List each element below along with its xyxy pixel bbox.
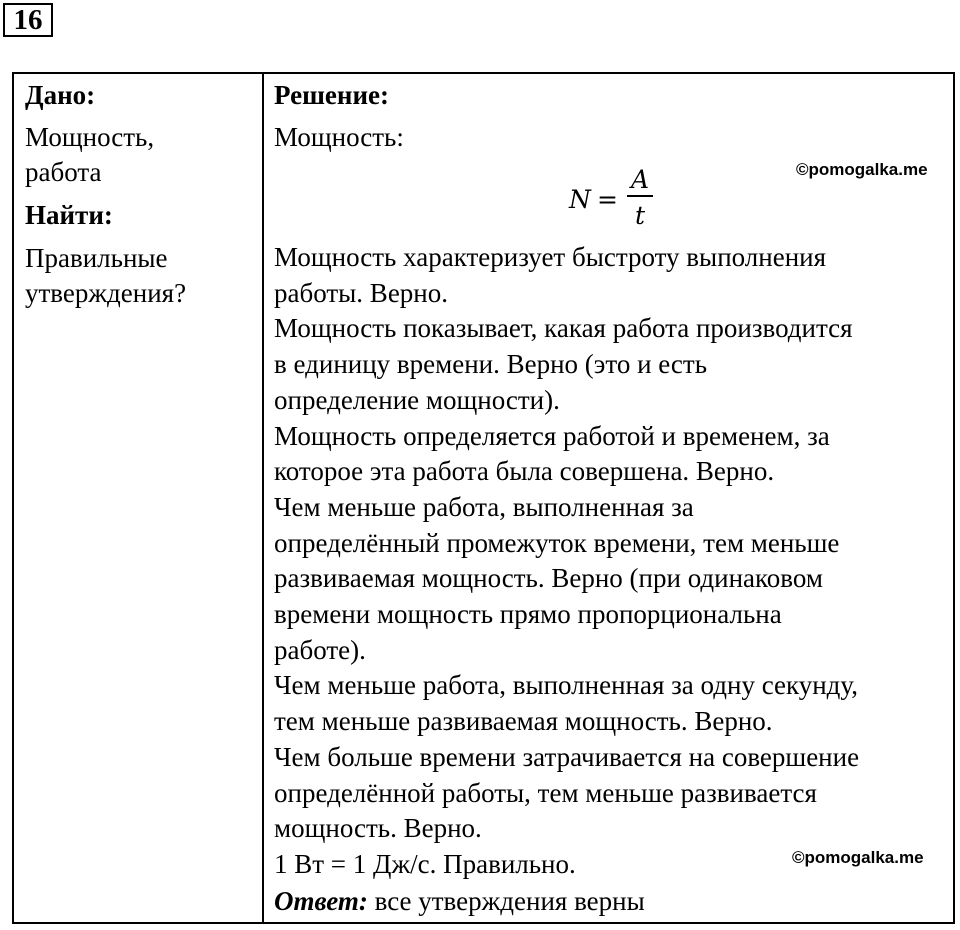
given-heading: Дано: — [25, 80, 96, 110]
solution-line: Мощность показывает, какая работа производится — [274, 313, 853, 344]
solution-line: определённой работы, тем меньше развивается — [274, 777, 817, 808]
solution-table — [12, 72, 955, 924]
solution-intro: Мощность: — [274, 122, 404, 152]
answer-text: все утверждения верны — [367, 886, 645, 916]
solution-line: тем меньше развиваемая мощность. Верно. — [274, 706, 773, 737]
formula-numerator: A — [630, 165, 650, 194]
fraction-bar — [627, 195, 653, 197]
solution-line: времени мощность прямо пропорциональна — [274, 599, 782, 629]
column-divider — [262, 74, 264, 922]
solution-line: определение мощности). — [274, 384, 560, 415]
find-line: Правильные — [25, 243, 168, 273]
solution-line: в единицу времени. Верно (это и есть — [274, 349, 708, 380]
solution-line: работе). — [274, 634, 366, 665]
answer-label: Ответ: — [274, 886, 368, 916]
solution-line: определённый промежуток времени, тем меньше — [274, 527, 840, 558]
solution-line: развиваемая мощность. Верно (при одинаковом — [274, 563, 823, 594]
watermark-bottom: ©pomogalka.me — [792, 848, 924, 867]
solution-line: Мощность характеризует быстроту выполнения — [274, 242, 827, 272]
formula-equals: = — [597, 185, 618, 214]
given-line: работа — [25, 157, 102, 187]
find-heading: Найти: — [25, 200, 113, 230]
problem-number: 16 — [3, 3, 53, 37]
power-formula — [569, 162, 659, 228]
given-line: Мощность, — [25, 122, 155, 152]
find-line: утверждения? — [25, 278, 187, 308]
solution-line: Чем больше времени затрачивается на совершение — [274, 741, 860, 772]
formula-lhs: N — [569, 185, 591, 214]
solution-line: которое эта работа была совершена. Верно. — [274, 456, 775, 487]
solution-heading: Решение: — [274, 80, 389, 110]
solution-line: Чем меньше работа, выполненная за одну секунду, — [274, 670, 858, 701]
solution-line: Чем меньше работа, выполненная за — [274, 491, 694, 522]
watermark-top: ©pomogalka.me — [796, 160, 928, 179]
answer-line — [274, 884, 645, 920]
solution-line: мощность. Верно. — [274, 813, 482, 844]
solution-line: 1 Вт = 1 Дж/с. Правильно. — [274, 848, 576, 879]
solution-line: Мощность определяется работой и временем, за — [274, 420, 830, 451]
solution-line: работы. Верно. — [274, 277, 448, 308]
formula-denominator: t — [634, 201, 646, 230]
